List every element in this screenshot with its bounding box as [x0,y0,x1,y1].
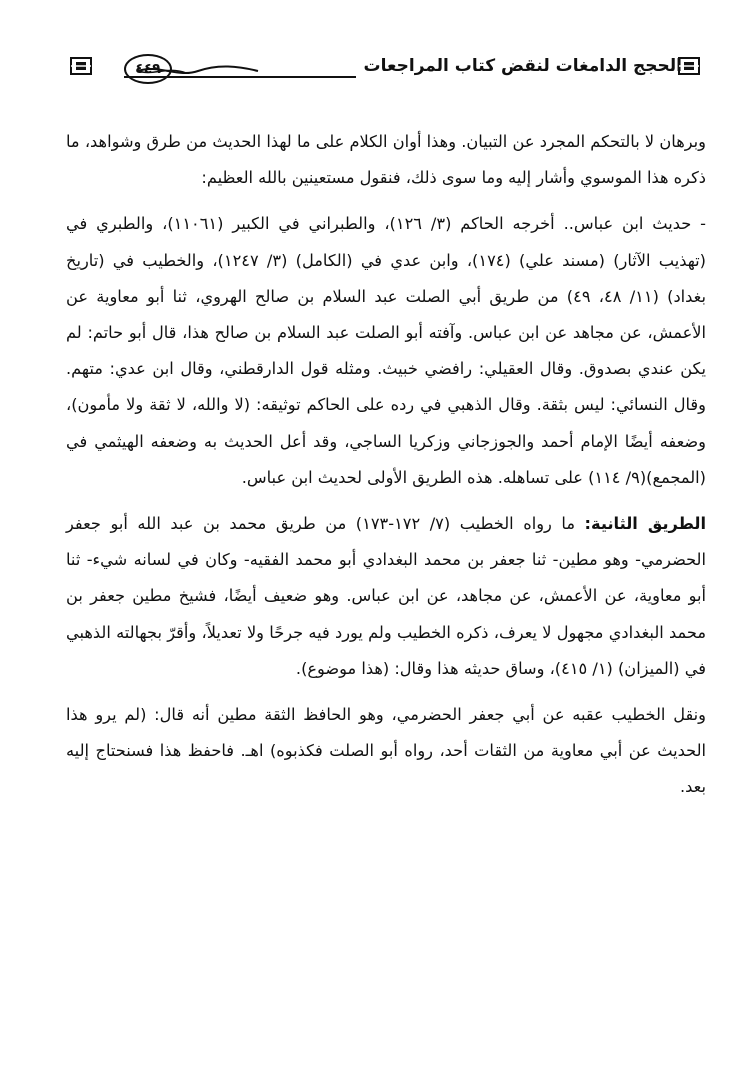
paragraph-3-text: ما رواه الخطيب (٧/ ١٧٢-١٧٣) من طريق محمد بن عبد الله أبو جعفر الحضرمي- وهو مطين- ثنا جعفر بن محمد البغدادي أبو محمد الفقيه- وكان في لسانه شيء- ثنا أبو معاوية، عن الأعمش، عن مجاهد، عن ابن عباس. وهو ضعيف أيضًا، فشيخ مطين جعفر بن محمد البغدادي مجهول لا يعرف، ذكره الخطيب ولم يورد فيه جرحًا ولا تعديلاً، وأقرّ بجهالته الذهبي في (الميزان) (١/ ٤١٥)، وساق حديثه هذا وقال: (هذا موضوع). [66,514,706,678]
page-header [60,44,700,100]
page-header-title: الحجج الدامغات لنقض كتاب المراجعات [363,56,682,76]
ornament-left-icon [70,56,92,76]
paragraph-1: وبرهان لا بالتحكم المجرد عن التبيان. وهذا أوان الكلام على ما لهذا الحديث من طرق وشواهد، ما ذكره هذا الموسوي وأشار إليه وما سوى ذلك، فنقول مستعينين بالله العظيم: [66,132,706,188]
paragraph-4: ونقل الخطيب عقبه عن أبي جعفر الحضرمي، وهو الحافظ الثقة مطين أنه قال: (لم يرو هذا الحديث عن أبي معاوية من الثقات أحد، رواه أبو الصلت فكذبوه) اهـ. فاحفظ هذا فسنحتاج إليه بعد. [66,705,706,797]
ornament-right-icon [678,56,700,76]
paragraph-3-lead: الطريق الثانية: [584,514,707,534]
page-number: ٤٤٩ [124,54,172,84]
paragraph-3 [66,506,706,687]
page-body [66,124,706,806]
paragraph-2: - حديث ابن عباس.. أخرجه الحاكم (٣/ ١٢٦)، والطبراني في الكبير (١١٠٦١)، والطبري في (تهذيب الآثار) (مسند علي) (١٧٤)، وابن عدي في (الكامل) (٣/ ١٢٤٧)، والخطيب في (تاريخ بغداد) (١١/ ٤٨، ٤٩) من طريق أبي الصلت عبد السلام بن صالح الهروي، ثنا أبو معاوية عن الأعمش، عن مجاهد عن ابن عباس. وآفته أبو الصلت عبد السلام بن صالح هذا، قال أبو حاتم: لم يكن عندي بصدوق. وقال العقيلي: رافضي خبيث. ومثله قول الدارقطني، وقال ابن عدي: متهم. وقال النسائي: ليس بثقة. وقال الذهبي في رده على الحاكم توثيقه: (لا والله، لا ثقة ولا مأمون)، وضعفه أيضًا الإمام أحمد والجوزجاني وزكريا الساجي، وقد أعل الحديث به وضعفه الهيثمي في (المجمع)(٩/ ١١٤) على تساهله. هذه الطريق الأولى لحديث ابن عباس. [66,214,706,487]
header-rule [124,76,356,78]
